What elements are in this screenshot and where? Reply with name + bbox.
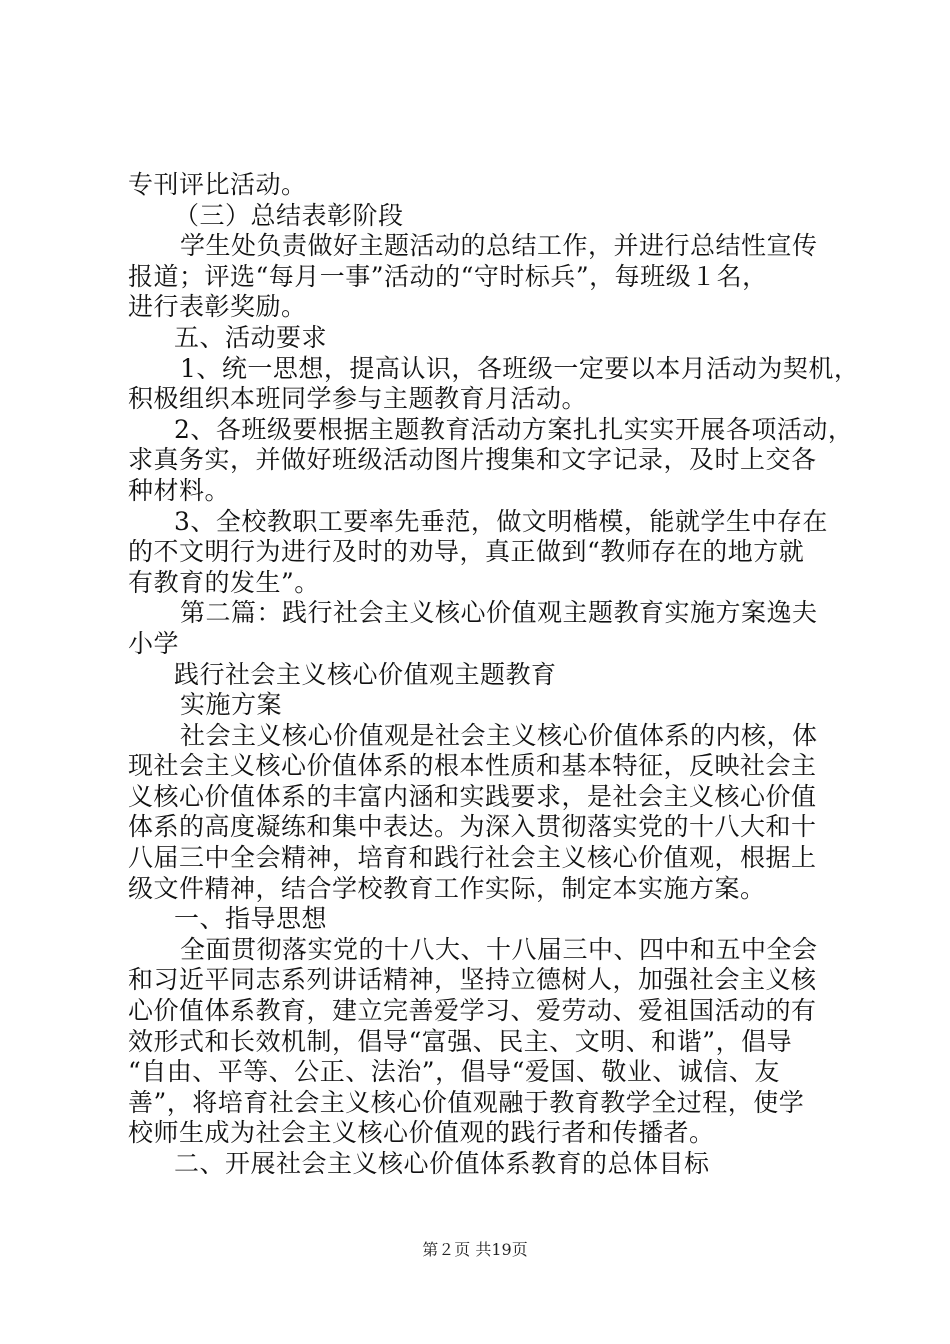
text-line: （三）总结表彰阶段: [174, 200, 404, 230]
text-line: 求真务实，并做好班级活动图片搜集和文字记录，及时上交各: [128, 445, 817, 475]
text-line: 践行社会主义核心价值观主题教育: [174, 659, 557, 689]
document-body: [128, 170, 860, 1180]
text-line: 和习近平同志系列讲话精神，坚持立德树人，加强社会主义核: [128, 965, 817, 995]
text-line: 有教育的发生”。: [128, 567, 320, 597]
text-line: 五、活动要求: [174, 322, 328, 352]
text-line: 3、全校教职工要率先垂范，做文明楷模，能就学生中存在: [174, 506, 828, 536]
text-line: 心价值体系教育，建立完善爱学习、爱劳动、爱祖国活动的有: [128, 996, 817, 1026]
text-line: 八届三中全会精神，培育和践行社会主义核心价值观，根据上: [128, 843, 817, 873]
text-line: 进行表彰奖励。: [128, 292, 307, 322]
text-line: 二、开展社会主义核心价值体系教育的总体目标: [174, 1149, 710, 1178]
text-line: 种材料。: [128, 475, 231, 505]
text-line: 1、统一思想，提高认识，各班级一定要以本月活动为契机，: [180, 353, 860, 383]
text-line: 级文件精神，结合学校教育工作实际，制定本实施方案。: [128, 873, 766, 903]
text-line: 第二篇：践行社会主义核心价值观主题教育实施方案逸夫: [180, 598, 818, 628]
text-line: 义核心价值体系的丰富内涵和实践要求，是社会主义核心价值: [128, 781, 817, 811]
text-line: 体系的高度凝练和集中表达。为深入贯彻落实党的十八大和十: [128, 812, 817, 842]
text-line: 报道；评选“每月一事”活动的“守时标兵”，每班级１名，: [128, 261, 768, 291]
text-line: 善”，将培育社会主义核心价值观融于教育教学全过程，使学: [128, 1087, 805, 1117]
text-line: 学生处负责做好主题活动的总结工作，并进行总结性宣传: [180, 231, 818, 261]
text-line: 小学: [128, 628, 180, 658]
text-line: 的不文明行为进行及时的劝导，真正做到“教师存在的地方就: [128, 537, 805, 567]
page-footer: 第２页 共19页: [422, 1240, 528, 1259]
text-line: 2、各班级要根据主题教育活动方案扎扎实实开展各项活动，: [174, 414, 854, 444]
text-line: 校师生成为社会主义核心价值观的践行者和传播者。: [128, 1118, 715, 1148]
text-line: “自由、平等、公正、法治”，倡导“爱国、敬业、诚信、友: [128, 1057, 780, 1087]
text-line: 一、指导思想: [174, 904, 328, 934]
text-line: 专刊评比活动。: [128, 170, 307, 199]
text-line: 积极组织本班同学参与主题教育月活动。: [128, 384, 588, 414]
text-line: 效形式和长效机制，倡导“富强、民主、文明、和谐”，倡导: [128, 1026, 793, 1056]
text-line: 社会主义核心价值观是社会主义核心价值体系的内核，体: [180, 720, 818, 750]
text-line: 实施方案: [180, 690, 283, 720]
text-line: 现社会主义核心价值体系的根本性质和基本特征，反映社会主: [128, 751, 817, 781]
text-line: 全面贯彻落实党的十八大、十八届三中、四中和五中全会: [180, 934, 818, 964]
